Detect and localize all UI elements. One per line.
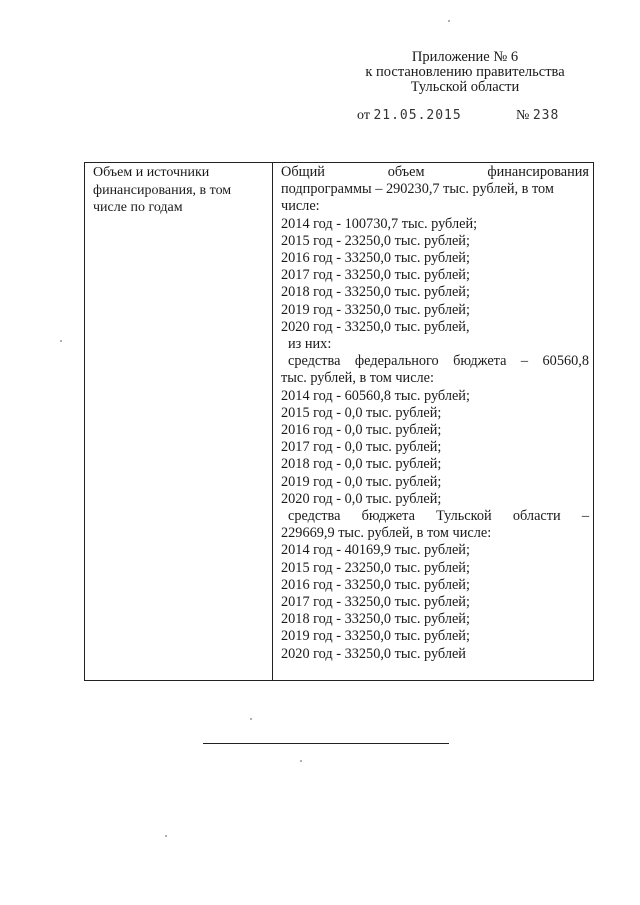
intro-line: подпрограммы – 290230,7 тыс. рублей, в том [281,181,554,198]
intro-line: числе: [281,198,320,215]
total-year-line: 2016 год - 33250,0 тыс. рублей; [281,250,470,267]
regional-year-line: 2020 год - 33250,0 тыс. рублей [281,645,466,662]
scan-speck [250,718,252,720]
federal-year-line: 2017 год - 0,0 тыс. рублей; [281,439,442,456]
federal-line: тыс. рублей, в том числе: [281,370,434,387]
number-prefix: № [516,108,530,123]
intro-line: Общий объем финансирования [281,164,589,180]
federal-year-line: 2016 год - 0,0 тыс. рублей; [281,422,442,439]
federal-year-line: 2020 год - 0,0 тыс. рублей; [281,490,442,507]
date-prefix: от [357,108,370,123]
appendix-title: Приложение № 6 [411,49,519,65]
federal-line: средства федерального бюджета – 60560,8 [288,353,589,370]
appendix-header [340,50,590,95]
left-cell-line: финансирования, в том [93,182,232,198]
number-stamp [516,108,559,124]
closing-rule [203,743,449,744]
total-year-line: 2017 год - 33250,0 тыс. рублей; [281,267,470,284]
regional-year-line: 2014 год - 40169,9 тыс. рублей; [281,542,470,559]
total-year-line: 2018 год - 33250,0 тыс. рублей; [281,284,470,301]
scan-speck [165,835,167,837]
total-year-line: 2019 год - 33250,0 тыс. рублей; [281,301,470,318]
federal-year-line: 2019 год - 0,0 тыс. рублей; [281,473,442,490]
regional-year-line: 2015 год - 23250,0 тыс. рублей; [281,559,470,576]
regional-year-line: 2017 год - 33250,0 тыс. рублей; [281,594,470,611]
regional-line: 229669,9 тыс. рублей, в том числе: [281,525,492,542]
regional-year-line: 2018 год - 33250,0 тыс. рублей; [281,611,470,628]
date-stamp [357,108,462,124]
scan-speck [300,760,302,762]
appendix-region: Тульской области [410,79,520,95]
left-cell [85,163,273,681]
appendix-resolution: к постановлению правительства [365,64,565,80]
total-year-line: 2020 год - 33250,0 тыс. рублей, [281,318,470,335]
date-value: 21.05.2015 [373,108,462,123]
left-cell-line: Объем и источники [93,165,210,180]
regional-year-line: 2016 год - 33250,0 тыс. рублей; [281,576,470,593]
financing-table [84,162,594,681]
number-value: 238 [532,108,560,123]
federal-year-line: 2015 год - 0,0 тыс. рублей; [281,404,442,421]
scan-speck [448,20,450,22]
regional-year-line: 2019 год - 33250,0 тыс. рублей; [281,628,470,645]
federal-year-line: 2014 год - 60560,8 тыс. рублей; [281,387,470,404]
of-them-line: из них: [288,336,332,353]
total-year-line: 2015 год - 23250,0 тыс. рублей; [281,232,470,249]
regional-line: средства бюджета Тульской области – [288,508,589,525]
federal-year-line: 2018 год - 0,0 тыс. рублей; [281,456,442,473]
scan-speck [60,340,62,342]
table-row [85,163,594,681]
left-cell-line: числе по годам [93,200,183,215]
right-cell [273,163,594,681]
total-year-line: 2014 год - 100730,7 тыс. рублей; [281,215,478,232]
